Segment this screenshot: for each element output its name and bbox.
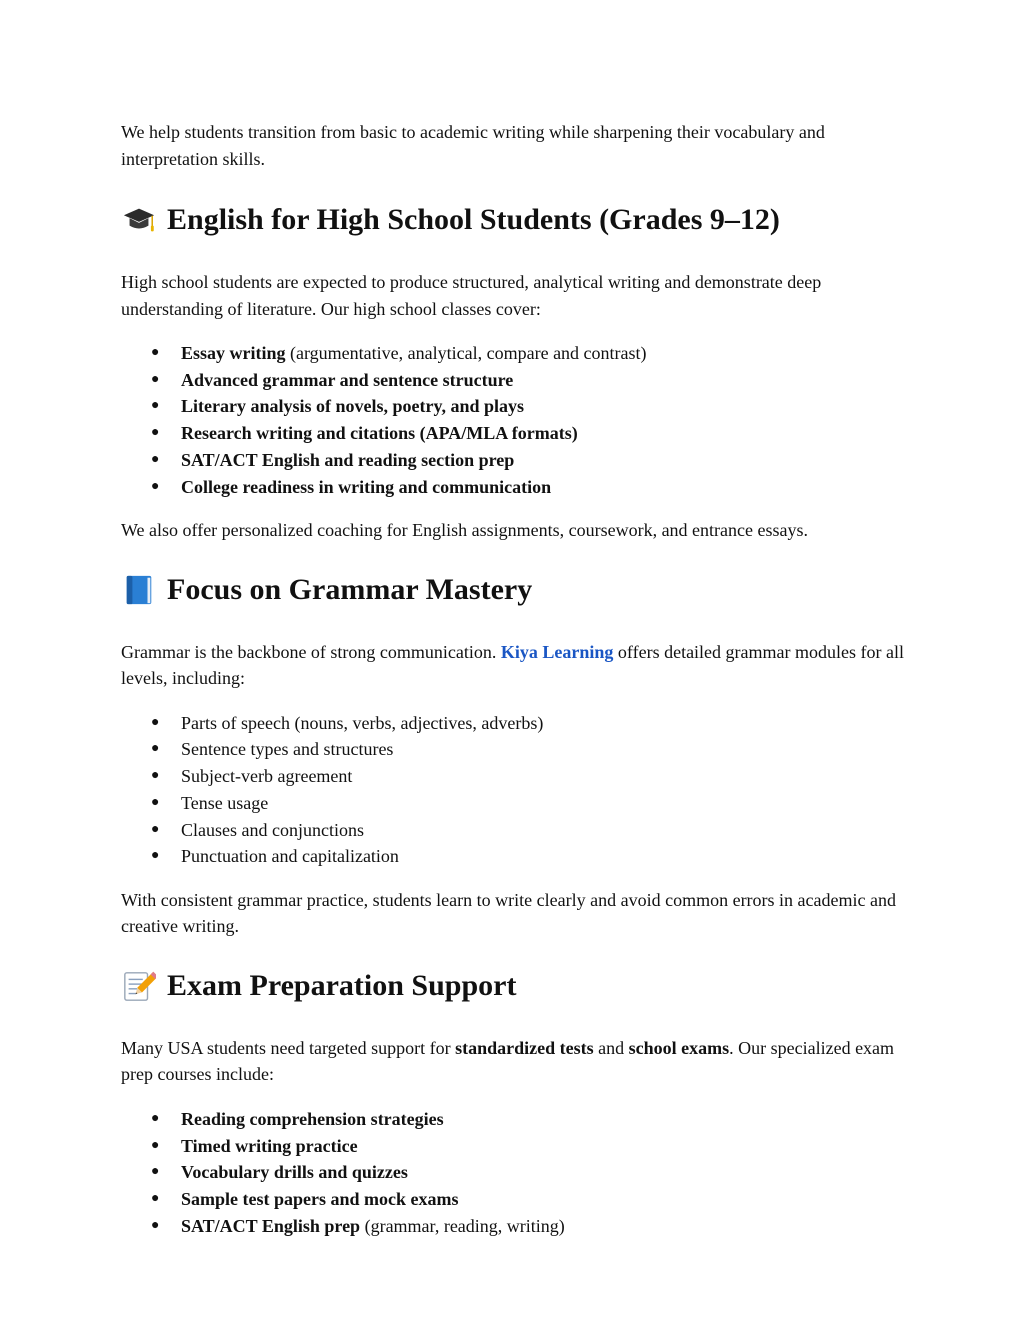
item-bold: Sample test papers and mock exams	[181, 1189, 459, 1210]
item-text: Parts of speech (nouns, verbs, adjectives, adverbs)	[181, 712, 544, 733]
item-bold: Literary analysis of novels, poetry, and plays	[181, 396, 525, 417]
item-bold: Advanced grammar and sentence structure	[181, 369, 514, 390]
heading-text: Focus on Grammar Mastery	[167, 572, 533, 606]
section-exam	[121, 968, 911, 1240]
bullet: ●	[151, 1137, 160, 1153]
item-text: Tense usage	[181, 792, 269, 813]
item-bold: Essay writing	[181, 343, 286, 363]
bullet: ●	[151, 848, 160, 864]
section-high-school	[121, 202, 911, 544]
heading-high-school	[121, 202, 911, 238]
item-rest: (argumentative, analytical, compare and contrast)	[285, 343, 647, 363]
bullet: ●	[151, 1110, 160, 1126]
grammar-intro	[121, 639, 911, 692]
intro-bold: school exams	[628, 1037, 730, 1058]
intro-text: and	[593, 1037, 629, 1058]
intro-text: offers detailed grammar modules for all levels, including:	[121, 641, 904, 689]
item-bold: Research writing and citations (APA/MLA formats)	[181, 423, 578, 444]
item-bold: College readiness in writing and communication	[181, 476, 552, 497]
item-bold: Timed writing practice	[181, 1135, 358, 1156]
bullet: ●	[151, 794, 160, 810]
bullet: ●	[151, 345, 160, 360]
high-school-list	[121, 340, 911, 500]
grammar-outro: With consistent grammar practice, students learn to write clearly and avoid common errors in academic and creative writing.	[121, 889, 896, 937]
item-rest: (grammar, reading, writing)	[360, 1215, 565, 1236]
list-item	[121, 447, 911, 474]
item-text: Subject-verb agreement	[181, 766, 353, 787]
bullet: ●	[151, 478, 160, 494]
grammar-list	[121, 710, 911, 870]
list-item	[121, 367, 911, 394]
list-item	[121, 790, 911, 817]
list-item	[121, 1133, 911, 1160]
intro-text: . Our specialized exam prep courses include:	[121, 1037, 895, 1085]
list-item	[121, 736, 911, 763]
list-item	[121, 763, 911, 790]
heading-text: Exam Preparation Support	[167, 968, 517, 1002]
heading-text: English for High School Students (Grades 9–12)	[167, 203, 780, 236]
bullet: ●	[151, 451, 160, 467]
list-item	[121, 1213, 911, 1240]
list-item	[121, 340, 911, 367]
document-page	[121, 119, 911, 1239]
bullet: ●	[151, 1191, 160, 1207]
intro-text: Grammar is the backbone of strong communication.	[121, 641, 501, 662]
list-item	[121, 474, 911, 501]
list-item	[121, 817, 911, 844]
section-grammar	[121, 572, 911, 940]
bullet: ●	[151, 398, 160, 414]
heading-exam	[121, 968, 911, 1004]
item-text: Sentence types and structures	[181, 739, 394, 760]
bullet: ●	[151, 821, 160, 837]
bullet: ●	[151, 768, 160, 784]
item-text: Punctuation and capitalization	[181, 846, 399, 867]
bullet: ●	[151, 741, 160, 757]
bullet: ●	[151, 1164, 160, 1180]
list-item	[121, 1159, 911, 1186]
intro-text: Many USA students need targeted support for	[121, 1037, 456, 1058]
list-item	[121, 1186, 911, 1213]
kiya-learning-link[interactable]: Kiya Learning	[500, 641, 614, 662]
high-school-outro: We also offer personalized coaching for English assignments, coursework, and entrance essays.	[121, 520, 808, 541]
high-school-intro: High school students are expected to produce structured, analytical writing and demonstrate deep understanding of literature. Our high school classes cover:	[121, 272, 822, 319]
bullet: ●	[151, 371, 160, 387]
bullet: ●	[151, 425, 160, 441]
item-text: Clauses and conjunctions	[181, 819, 364, 840]
list-item	[121, 420, 911, 447]
item-bold: SAT/ACT English and reading section prep	[181, 449, 515, 470]
item-bold: Vocabulary drills and quizzes	[181, 1162, 408, 1183]
memo-pencil-icon	[121, 968, 157, 1004]
heading-grammar	[121, 572, 911, 608]
list-item	[121, 843, 911, 870]
item-bold: Reading comprehension strategies	[181, 1108, 444, 1129]
bullet: ●	[151, 1217, 160, 1233]
intro-bold: standardized tests	[455, 1037, 594, 1058]
exam-intro	[121, 1035, 911, 1088]
item-bold: SAT/ACT English prep	[181, 1215, 361, 1236]
list-item	[121, 1106, 911, 1133]
bullet: ●	[151, 714, 160, 730]
blue-book-icon	[121, 572, 157, 608]
exam-list	[121, 1106, 911, 1240]
list-item	[121, 393, 911, 420]
list-item	[121, 710, 911, 737]
graduation-cap-icon	[121, 202, 157, 238]
intro-paragraph: We help students transition from basic to academic writing while sharpening their vocabulary and interpretation skills.	[121, 122, 825, 169]
